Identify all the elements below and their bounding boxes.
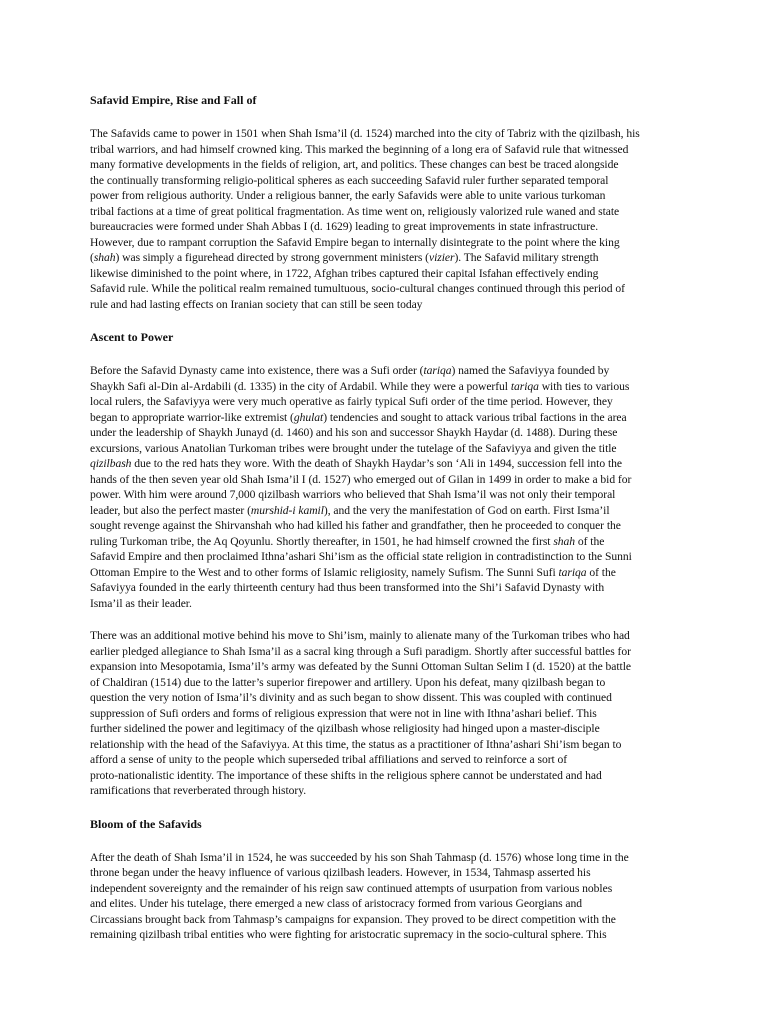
paragraph xyxy=(90,126,698,312)
text-line: power. With him were around 7,000 qizilbash warriors who believed that Shah Isma’il was not only their temporal xyxy=(90,488,616,501)
text-line: qizilbash due to the red hats they wore. With the death of Shaykh Haydar’s son ‘Ali in 1494, succession fell into the xyxy=(90,457,622,470)
text-line: However, due to rampant corruption the Safavid Empire began to internally disintegrate to the point where the king xyxy=(90,235,620,249)
text-line: Shaykh Safi al-Din al-Ardabili (d. 1335) in the city of Ardabil. While they were a powerful tariqa with ties to various xyxy=(90,379,630,393)
section-heading: Bloom of the Safavids xyxy=(90,816,202,831)
text-line: (shah) was simply a figurehead directed by strong government ministers (vizier). The Safavid military strength xyxy=(90,251,599,264)
text-line: many formative developments in the fields of religion, art, and politics. These changes can best be traced alongside xyxy=(90,158,619,171)
text-line: Safaviyya founded in the early thirteenth century had thus been transformed into the Shi’i Safavid Dynasty with xyxy=(90,581,605,594)
paragraph xyxy=(90,628,698,799)
text-line: remaining qizilbash tribal entities who were fighting for aristocratic supremacy in the socio-cultural sphere. This xyxy=(90,928,607,941)
text-line: sought revenge against the Shirvanshah who had killed his father and grandfather, then he proceeded to conquer the xyxy=(90,519,621,532)
italic-term: ghulat xyxy=(293,410,324,424)
italic-term: shah xyxy=(93,251,116,264)
italic-term: tariqa xyxy=(423,364,452,377)
section-heading: Ascent to Power xyxy=(90,330,174,344)
paragraph xyxy=(90,363,698,611)
text-line: likewise diminished to the point where, in 1722, Afghan tribes captured their capital Isfahan effectively ending xyxy=(90,266,599,280)
text-line: hands of the then seven year old Shah Isma’il I (d. 1527) who emerged out of Gilan in 1499 in order to make a bid for xyxy=(90,472,632,486)
text-line: tribal factions at a time of great political fragmentation. As time went on, religiously valorized rule waned and state xyxy=(90,204,620,218)
italic-term: tariqa xyxy=(558,565,587,579)
text-line: Ottoman Empire to the West and to other forms of Islamic religiosity, namely Sufism. The Sunni Sufi tariqa of the xyxy=(90,565,616,579)
text-line: ramifications that reverberated through history. xyxy=(90,784,307,797)
text-line: under the leadership of Shaykh Junayd (d. 1460) and his son and successor Shaykh Haydar (d. 1488). During these xyxy=(90,426,618,439)
text-line: rule and had lasting effects on Iranian society that can still be seen today xyxy=(90,297,423,311)
text-line: afford a sense of unity to the people which superseded tribal affiliations and served to reinforce a sort of xyxy=(90,753,568,766)
text-line: ruling Turkoman tribe, the Aq Qoyunlu. Shortly thereafter, in 1501, he had himself crowned the first shah of the xyxy=(90,534,605,548)
italic-term: qizilbash xyxy=(90,457,132,470)
text-line: tribal warriors, and had himself crowned king. This marked the beginning of a long era of Safavid rule that witnessed xyxy=(90,142,629,156)
text-line: power from religious authority. Under a religious banner, the early Safavids were able to unite various turkoman xyxy=(90,189,606,202)
text-line: earlier pledged allegiance to Shah Isma’il as a sacral king through a Sufi paradigm. Shortly after successful battles for xyxy=(90,644,631,658)
italic-term: shah xyxy=(553,534,576,548)
text-line: question the very notion of Isma’il’s divinity and as such began to show dissent. This was coupled with continued xyxy=(90,691,612,704)
text-line: proto-nationalistic identity. The importance of these shifts in the religious sphere cannot be understated and had xyxy=(90,768,602,782)
text-line: independent sovereignty and the remainder of his reign saw continued attempts of usurpation from various nobles xyxy=(90,881,613,895)
italic-term: tariqa xyxy=(510,379,539,393)
section-heading: Safavid Empire, Rise and Fall of xyxy=(90,93,257,107)
text-line: throne began under the heavy influence of various qizilbash leaders. However, in 1534, Tahmasp asserted his xyxy=(90,866,591,879)
text-line: of Chaldiran (1514) due to the latter’s superior firepower and artillery. Upon his defeat, many qizilbash began to xyxy=(90,675,606,689)
italic-term: murshid-i kamil xyxy=(250,503,324,517)
text-line: Circassians brought back from Tahmasp’s campaigns for expansion. They proved to be direct competition with the xyxy=(90,912,616,926)
text-line: The Safavids came to power in 1501 when Shah Isma’il (d. 1524) marched into the city of Tabriz with the qizilbash, his xyxy=(90,127,640,140)
text-line: After the death of Shah Isma’il in 1524, he was succeeded by his son Shah Tahmasp (d. 1576) whose long time in the xyxy=(90,850,629,864)
text-line: the continually transforming religio-political spheres as each succeeding Safavid ruler further separated temporal xyxy=(90,173,609,187)
text-line: suppression of Sufi orders and forms of religious expression that were not in line with Ithna’ashari belief. This xyxy=(90,706,597,720)
text-line: further sidelined the power and legitimacy of the qizilbash whose religiosity had hinged upon a master-disciple xyxy=(90,722,600,735)
italic-term: vizier xyxy=(428,251,455,264)
text-line: There was an additional motive behind his move to Shi’ism, mainly to alienate many of the Turkoman tribes who had xyxy=(90,629,630,642)
text-line: relationship with the head of the Safaviyya. At this time, the status as a practitioner of Ithna’ashari Shi’ism began to xyxy=(90,737,622,751)
text-line: Isma’il as their leader. xyxy=(90,596,192,610)
paragraph xyxy=(90,850,698,943)
text-line: Before the Safavid Dynasty came into existence, there was a Sufi order (tariqa) named the Safaviyya founded by xyxy=(90,364,610,377)
text-line: excursions, various Anatolian Turkoman tribes were brought under the tutelage of the Safaviyya and given the title xyxy=(90,441,617,455)
text-line: leader, but also the perfect master (murshid-i kamil), and the very the manifestation of God on earth. First Isma’il xyxy=(90,503,610,517)
text-line: Safavid rule. While the political realm remained tumultuous, socio-cultural changes continued through this period of xyxy=(90,282,625,295)
text-line: Safavid Empire and then proclaimed Ithna’ashari Shi’ism as the official state religion in contradistinction to the Sunni xyxy=(90,550,632,563)
text-line: expansion into Mesopotamia, Isma’il’s army was defeated by the Sunni Ottoman Sultan Selim I (d. 1520) at the battle xyxy=(90,660,631,673)
document-body xyxy=(90,92,698,943)
text-line: local rulers, the Safaviyya were very much operative as fairly typical Sufi order of the time period. However, they xyxy=(90,395,613,408)
text-line: began to appropriate warrior-like extremist (ghulat) tendencies and sought to attack various tribal factions in the area xyxy=(90,410,627,424)
text-line: bureaucracies were formed under Shah Abbas I (d. 1629) leading to great improvements in state infrastructure. xyxy=(90,220,599,233)
text-line: and elites. Under his tutelage, there emerged a new class of aristocracy formed from various Georgians and xyxy=(90,897,582,910)
